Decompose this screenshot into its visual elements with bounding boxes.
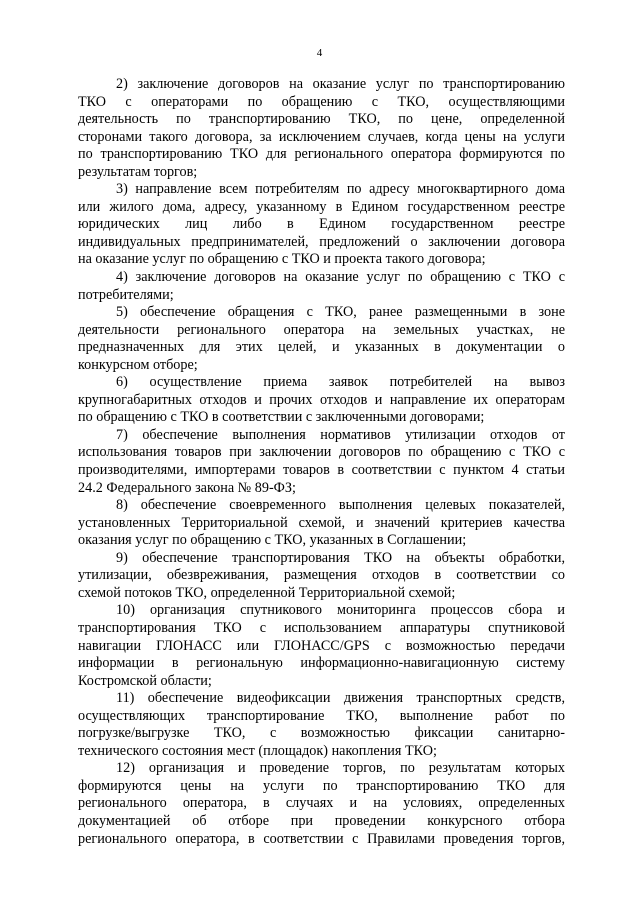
paragraph-item-7 [78,497,565,550]
text-line: регионального оператора, в случаях и на условиях, определенных [78,795,565,812]
text-line: транспортирования ТКО с использованием аппаратуры спутниковой [78,619,565,636]
text-line: использования товаров при заключении договоров по обращению с ТКО с [78,444,565,461]
text-line: 7) обеспечение выполнения нормативов утилизации отходов от [116,426,565,443]
paragraph-item-2 [78,181,565,269]
text-line: 2) заключение договоров на оказание услуг по транспортированию [116,76,565,92]
paragraph-item-5 [78,374,565,427]
text-line: 10) организация спутникового мониторинга процессов сбора и [116,602,565,619]
text-line: осуществляющих транспортирование ТКО, выполнение работ по [78,707,565,724]
text-line: регионального оператора, в соответствии с Правилами проведения торгов, [78,830,565,847]
text-line: 4) заключение договоров на оказание услуг по обращению с ТКО с [116,269,565,286]
paragraph-item-9 [78,602,565,690]
page-number: 4 [316,47,323,59]
text-line: предназначенных для этих целей, и указанных в документации о [78,339,565,356]
text-line: сторонами такого договора, за исключением случаев, когда цены на услуги [78,128,565,145]
text-line: крупногабаритных отходов и прочих отходов и направление их операторам [78,391,565,408]
text-line: 6) осуществление приема заявок потребителей на вывоз [116,374,565,391]
text-line: 11) обеспечение видеофиксации движения транспортных средств, [116,690,565,707]
text-line: Костромской области; [78,672,212,689]
text-line: по обращению с ТКО в соответствии с заключенными договорами; [78,409,485,426]
text-line: оказания услуг по обращению с ТКО, указанных в Соглашении; [78,532,467,549]
text-line: документацией об отборе при проведении конкурсного отбора [78,812,565,829]
text-line: схемой потоков ТКО, определенной Территориальной схемой; [78,584,456,601]
text-line: конкурсном отборе; [78,356,198,373]
text-line: на оказание услуг по обращению с ТКО и проекта такого договора; [78,251,486,268]
text-line: погрузке/выгрузке ТКО, с возможностью фиксации санитарно- [78,725,565,742]
text-line: установленных Территориальной схемой, и значений критериев качества [78,514,565,531]
text-line: навигации ГЛОНАСС или ГЛОНАСС/GPS с возможностью передачи [78,637,565,654]
paragraph-item-1 [78,76,565,181]
text-line: информации в региональную информационно-навигационную систему [78,655,565,672]
paragraph-item-3 [78,269,565,304]
text-line: или жилого дома, адресу, указанному в Едином государственном реестре [78,198,565,215]
text-line: по транспортированию ТКО для регионального оператора формируются по [78,146,565,163]
paragraph-item-8 [78,550,565,603]
text-line: деятельность по транспортированию ТКО, по цене, определенной [78,111,565,128]
text-line: индивидуальных предпринимателей, предложений о заключении договора [78,233,565,250]
text-line: производителями, импортерами товаров в соответствии с пунктом 4 статьи [78,462,565,479]
text-line: результатам торгов; [78,163,198,180]
text-line: деятельности регионального оператора на земельных участках, не [78,321,565,338]
text-line: 24.2 Федерального закона № 89-ФЗ; [78,479,296,496]
paragraph-item-10 [78,690,565,760]
text-line: потребителями; [78,286,174,303]
text-line: 12) организация и проведение торгов, по результатам которых [116,760,565,777]
text-line: 5) обеспечение обращения с ТКО, ранее размещенными в зоне [116,304,565,321]
text-line: 9) обеспечение транспортирования ТКО на объекты обработки, [116,549,565,566]
text-line: технического состояния мест (площадок) накопления ТКО; [78,742,437,759]
text-line: формируются цены на услуги по транспортированию ТКО для [78,777,565,794]
text-line: утилизации, обезвреживания, размещения отходов в соответствии со [78,567,565,584]
text-line: 8) обеспечение своевременного выполнения целевых показателей, [116,497,565,514]
paragraph-item-4 [78,304,565,374]
text-line: 3) направление всем потребителям по адресу многоквартирного дома [116,181,565,198]
paragraph-item-6 [78,427,565,497]
document-body [78,76,565,848]
paragraph-item-11 [78,760,565,848]
text-line: ТКО с операторами по обращению с ТКО, осуществляющими [78,93,565,110]
text-line: юридических лиц либо в Едином государственном реестре [78,216,565,233]
